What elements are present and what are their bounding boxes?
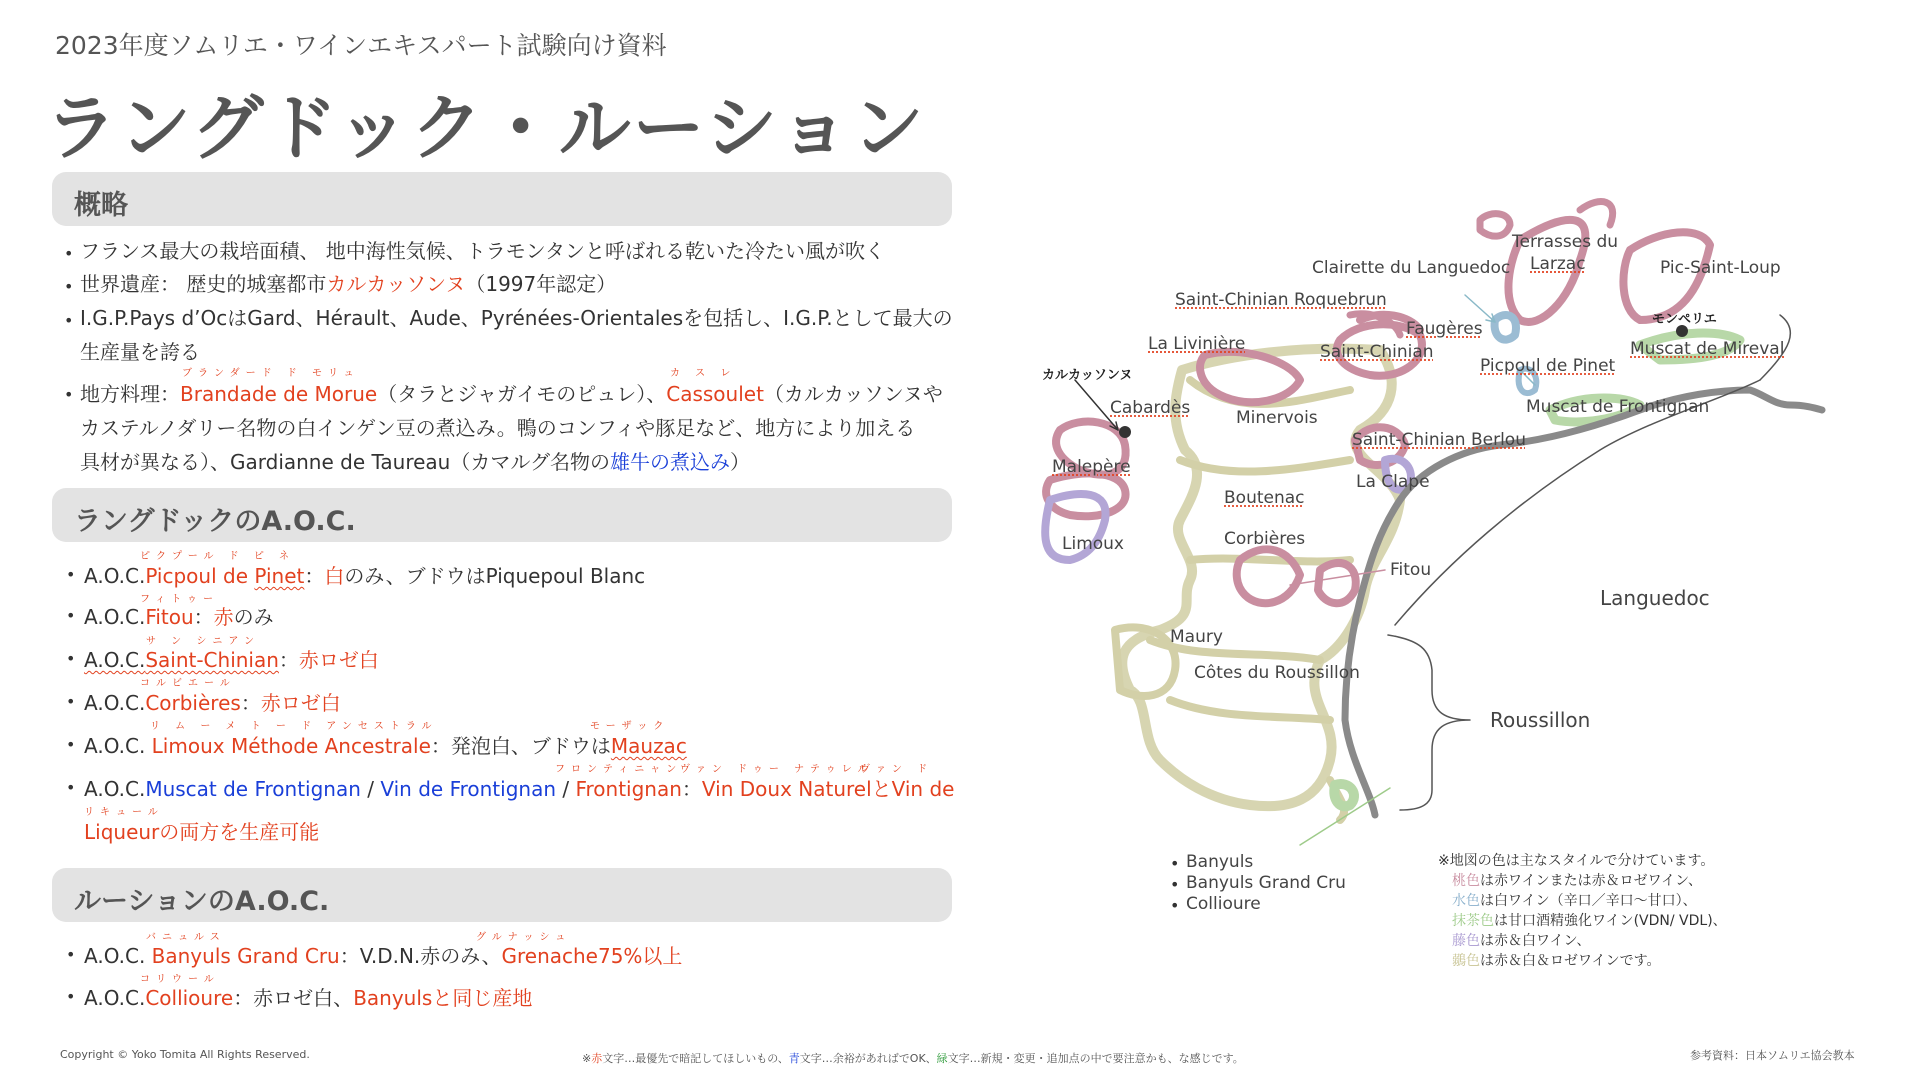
legend-purple: 藤色は赤＆白ワイン、: [1452, 933, 1591, 949]
page-title: ラングドック・ルーション: [45, 86, 926, 170]
bullet: •: [64, 311, 74, 330]
section-languedoc-header: [52, 488, 952, 542]
map-label-fitou: Fitou: [1390, 560, 1432, 580]
aoc-frontignan-cont: Liqueurの両方を生産可能: [84, 820, 320, 844]
coastline: [1345, 390, 1822, 815]
aoc-frontignan: A.O.C.Muscat de Frontignan / Vin de Frontignan / Frontignan：Vin Doux NaturelとVin de: [84, 777, 955, 801]
aoc-saint-chinian: A.O.C.Saint-Chinian：赤ロゼ白: [84, 648, 379, 672]
legend-beige: 鶸色は赤＆白＆ロゼワインです。: [1452, 953, 1661, 969]
map-label-saint-chinian: Saint-Chinian: [1320, 342, 1434, 362]
section-title: ルーションのA.O.C.: [74, 886, 330, 917]
legend-cyan: 水色は白ワイン（辛口／辛口〜甘口）、: [1452, 893, 1697, 909]
legend-pink: 桃色は赤ワインまたは赤＆ロゼワイン、: [1452, 873, 1703, 889]
map-label-maury: Maury: [1170, 627, 1223, 647]
overview-line-2: 世界遺産： 歴史的城塞都市カルカッソンヌ（1997年認定）: [80, 272, 617, 296]
reference: 参考資料：日本ソムリエ協会教本: [1690, 1049, 1855, 1062]
ruby-collioure: コリウール: [140, 974, 220, 985]
map-label-minervois: Minervois: [1236, 408, 1318, 428]
bullet: •: [64, 385, 74, 404]
map-label-limoux: Limoux: [1062, 534, 1124, 554]
map-label-terrasses: Terrasses du: [1512, 232, 1619, 252]
ruby-cassoulet: カ ス レ: [670, 368, 737, 379]
legend-green: 抹茶色は甘口酒精強化ワイン(VDN/ VDL)、: [1452, 913, 1727, 929]
ruby-liqueur: リキュール: [84, 807, 164, 818]
aoc-picpoul: A.O.C.Picpoul de Pinet：白のみ、ブドウはPiquepoul Blanc: [84, 564, 646, 588]
section-title: ラングドックのA.O.C.: [74, 506, 356, 537]
map-label-cotes-du-roussillon: Côtes du Roussillon: [1194, 663, 1360, 683]
aoc-banyuls: A.O.C. Banyuls Grand Cru：V.D.N.赤のみ、Grenache75%以上: [84, 944, 683, 968]
ruby-banyuls: バニュルス: [146, 932, 226, 943]
ruby-vin-de: ヴァン ド: [860, 764, 934, 775]
ruby-corbieres: コルビエール: [140, 678, 236, 689]
section-roussillon-header: [52, 868, 952, 922]
map-label-cabardes: Cabardès: [1110, 398, 1191, 418]
aoc-fitou: A.O.C.Fitou：赤のみ: [84, 605, 274, 629]
map-label-banyuls: Banyuls: [1186, 852, 1254, 872]
ruby-vdn: ヴァン ドゥー ナテゥレル: [680, 764, 874, 775]
subtitle: 2023年度ソムリエ・ワインエキスパート試験向け資料: [55, 31, 667, 60]
map-label-la-clape: La Clape: [1356, 472, 1430, 492]
map-label-larzac: Larzac: [1530, 254, 1586, 274]
map-label-mireval: Muscat de Mireval: [1630, 339, 1785, 359]
carcassonne-dot: [1119, 426, 1131, 438]
overview-line-4: 地方料理：Brandade de Morue（タラとジャガイモのピュレ）、Cassoulet（カルカッソンヌや: [80, 382, 943, 406]
map-label-boutenac: Boutenac: [1224, 488, 1305, 508]
section-title: 概略: [74, 190, 128, 221]
aoc-limoux: A.O.C. Limoux Méthode Ancestrale：発泡白、ブドウはMauzac: [84, 734, 687, 758]
legend-title: ※地図の色は主なスタイルで分けています。: [1438, 853, 1715, 869]
ruby-mauzac: モーザック: [590, 721, 670, 732]
map-label-roussillon: Roussillon: [1490, 708, 1591, 732]
map-label-sc-berlou: Saint-Chinian Berlou: [1352, 430, 1526, 450]
overview-line-3: I.G.P.Pays d’OcはGard、Hérault、Aude、Pyrénées-Orientalesを包括し、I.G.P.として最大の: [80, 306, 953, 330]
bullet: •: [64, 277, 74, 296]
ruby-saint-chinian: サ ン シニアン: [146, 636, 260, 647]
overview-line-5: カステルノダリー名物の白インゲン豆の煮込み。鴨のコンフィや豚足など、地方により加える: [80, 416, 916, 440]
aoc-corbieres: A.O.C.Corbières：赤ロゼ白: [84, 691, 341, 715]
bullet: •: [64, 244, 74, 263]
ruby-frontignan: フロンティニャン: [555, 764, 683, 775]
city-montpellier: モンペリエ: [1652, 312, 1717, 327]
map-label-banyuls-gc: Banyuls Grand Cru: [1186, 873, 1346, 893]
map-label-sc-roquebrun: Saint-Chinian Roquebrun: [1175, 290, 1387, 310]
footer-note: ※赤文字…最優先で暗記してほしいもの、青文字…余裕があればでOK、緑文字…新規・変更・追加点の中で要注意かも、な感じです。: [582, 1052, 1244, 1065]
overview-line-1: フランス最大の栽培面積、 地中海性気候、トラモンタンと呼ばれる乾いた冷たい風が吹く: [80, 239, 885, 263]
copyright: Copyright © Yoko Tomita All Rights Reserved.: [60, 1048, 310, 1061]
map-label-collioure: Collioure: [1186, 894, 1261, 914]
map-label-liviniere: La Livinière: [1148, 334, 1246, 354]
section-overview-header: [52, 172, 952, 226]
ruby-fitou: フィトゥー: [140, 594, 219, 605]
map-label-corbieres: Corbières: [1224, 529, 1306, 549]
map-label-pic-saint-loup: Pic-Saint-Loup: [1660, 258, 1781, 278]
aoc-collioure: A.O.C.Collioure：赤ロゼ白、Banyulsと同じ産地: [84, 986, 533, 1010]
overview-line-3b: 生産量を誇る: [80, 340, 200, 364]
map-label-languedoc: Languedoc: [1600, 586, 1710, 610]
ruby-limoux: リ ム ー メ ト ー ド アンセストラル: [150, 721, 438, 732]
city-carcassonne: カルカッソンヌ: [1042, 368, 1133, 383]
ruby-picpoul: ピクプール ド ピ ネ: [140, 551, 296, 562]
map-label-picpoul: Picpoul de Pinet: [1480, 356, 1616, 376]
map-label-frontignan: Muscat de Frontignan: [1526, 397, 1710, 417]
ruby-grenache: グルナッシュ: [476, 932, 572, 943]
map-label-faugeres: Faugères: [1406, 319, 1483, 339]
map-label-malepere: Malepère: [1052, 457, 1131, 477]
region-map: [1020, 190, 1840, 850]
overview-line-6: 具材が異なる）、Gardianne de Taureau（カマルグ名物の雄牛の煮込み）: [80, 450, 750, 474]
map-label-clairette: Clairette du Languedoc: [1312, 258, 1511, 278]
ruby-brandade: ブランダード ド モリュ: [182, 368, 360, 379]
